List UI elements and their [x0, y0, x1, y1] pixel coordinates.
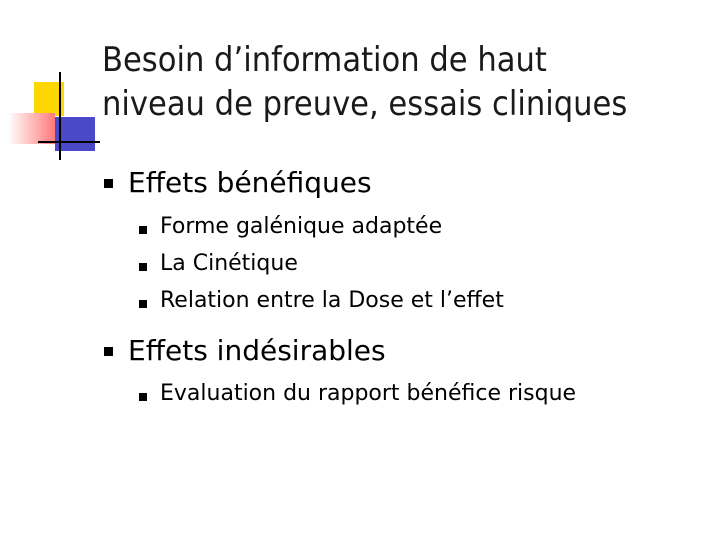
- corner-logo: [0, 0, 110, 170]
- slide-title: [102, 38, 702, 126]
- logo-red-square: [8, 113, 55, 144]
- bullet-square: [139, 263, 147, 271]
- list-item: La Cinétique: [160, 251, 298, 276]
- logo-blue-square: [55, 117, 95, 151]
- bullet-square: [139, 226, 147, 234]
- logo-vertical-line: [59, 72, 61, 160]
- bullet-square: [139, 300, 147, 308]
- section-heading-adverse: Effets indésirables: [128, 334, 386, 367]
- bullet-square: [104, 347, 113, 356]
- list-item: Evaluation du rapport bénéfice risque: [160, 381, 577, 406]
- bullet-square: [104, 179, 113, 188]
- section-heading-benefits: Effets bénéfiques: [128, 166, 372, 199]
- logo-horizontal-line: [38, 141, 100, 143]
- title-line-1: Besoin d’information de haut: [102, 40, 547, 80]
- title-line-2: niveau de preuve, essais cliniques: [102, 84, 628, 124]
- list-item: Forme galénique adaptée: [160, 214, 443, 239]
- bullet-square: [139, 393, 147, 401]
- list-item: Relation entre la Dose et l’effet: [160, 288, 504, 313]
